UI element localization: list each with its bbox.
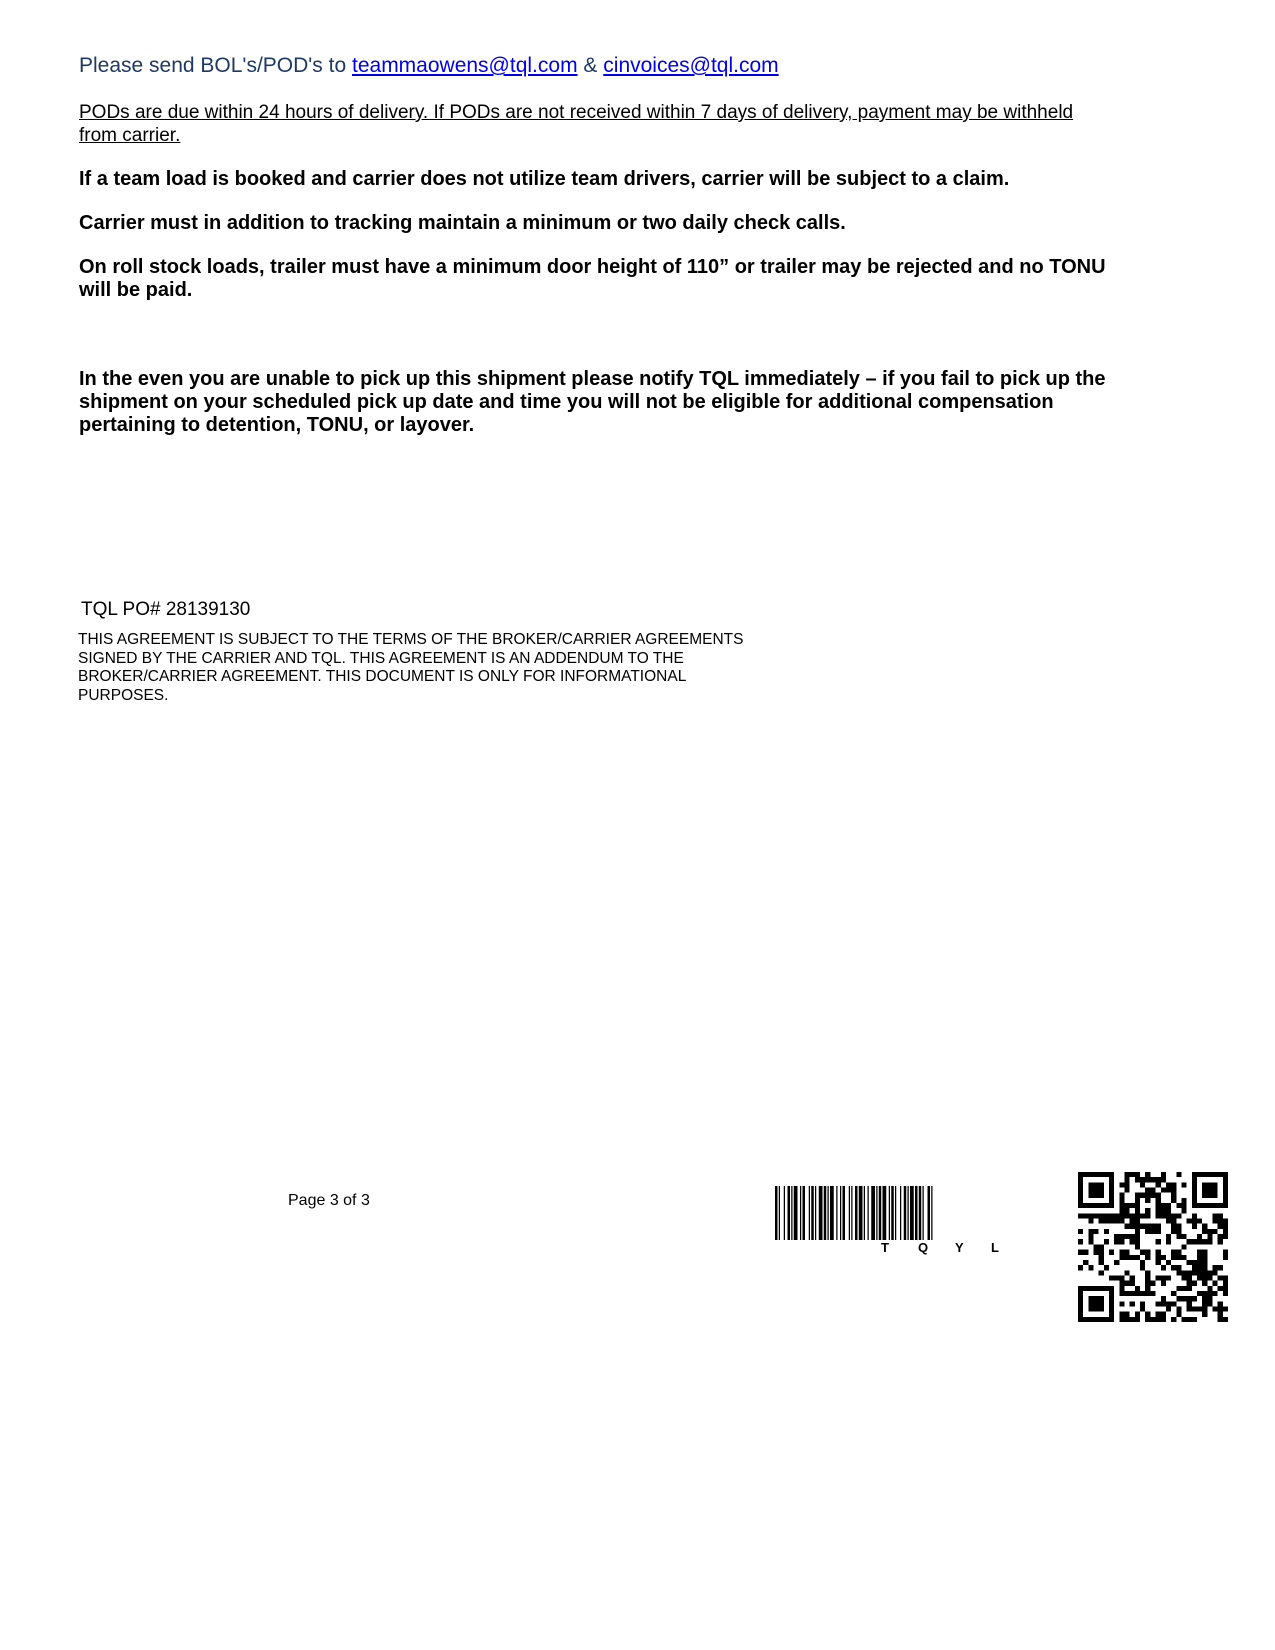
contact-line [79, 54, 779, 78]
agreement-disclaimer: THIS AGREEMENT IS SUBJECT TO THE TERMS OF THE BROKER/CARRIER AGREEMENTS SIGNED BY THE CARRIER AND TQL. THIS AGREEMENT IS AN ADDENDUM TO THE BROKER/CARRIER AGREEMENT. THIS DOCUMENT IS ONLY FOR INFORMATIONAL PURPOSES. [78, 631, 744, 704]
barcode-char: Q [918, 1240, 929, 1255]
notify-note: In the even you are unable to pick up this shipment please notify TQL immediately – if you fail to pick up the shipment on your scheduled pick up date and time you will not be eligible for additional compensation pertaining to detention, TONU, or layover. [79, 368, 1106, 436]
email-link-teammaowens[interactable]: teammaowens@tql.com [352, 54, 578, 77]
barcode-caption [775, 1240, 1065, 1258]
barcode-char: Y [955, 1240, 964, 1255]
contact-prefix: Please send BOL's/POD's to [79, 54, 347, 77]
check-calls-note: Carrier must in addition to tracking maintain a minimum or two daily check calls. [79, 212, 846, 234]
barcode-char: T [881, 1240, 889, 1255]
pods-due-note: PODs are due within 24 hours of delivery. If PODs are not received within 7 days of delivery, payment may be withheld from carrier. [79, 102, 1074, 146]
contact-joiner: & [583, 54, 598, 77]
barcode-char: L [991, 1240, 999, 1255]
page-number: Page 3 of 3 [288, 1192, 370, 1209]
email-link-cinvoices[interactable]: cinvoices@tql.com [603, 54, 779, 77]
team-load-note: If a team load is booked and carrier does not utilize team drivers, carrier will be subject to a claim. [79, 168, 1010, 190]
roll-stock-note: On roll stock loads, trailer must have a minimum door height of 110” or trailer may be rejected and no TONU will be paid. [79, 256, 1106, 301]
qr-code-icon [1078, 1172, 1228, 1322]
po-number: TQL PO# 28139130 [81, 599, 251, 620]
